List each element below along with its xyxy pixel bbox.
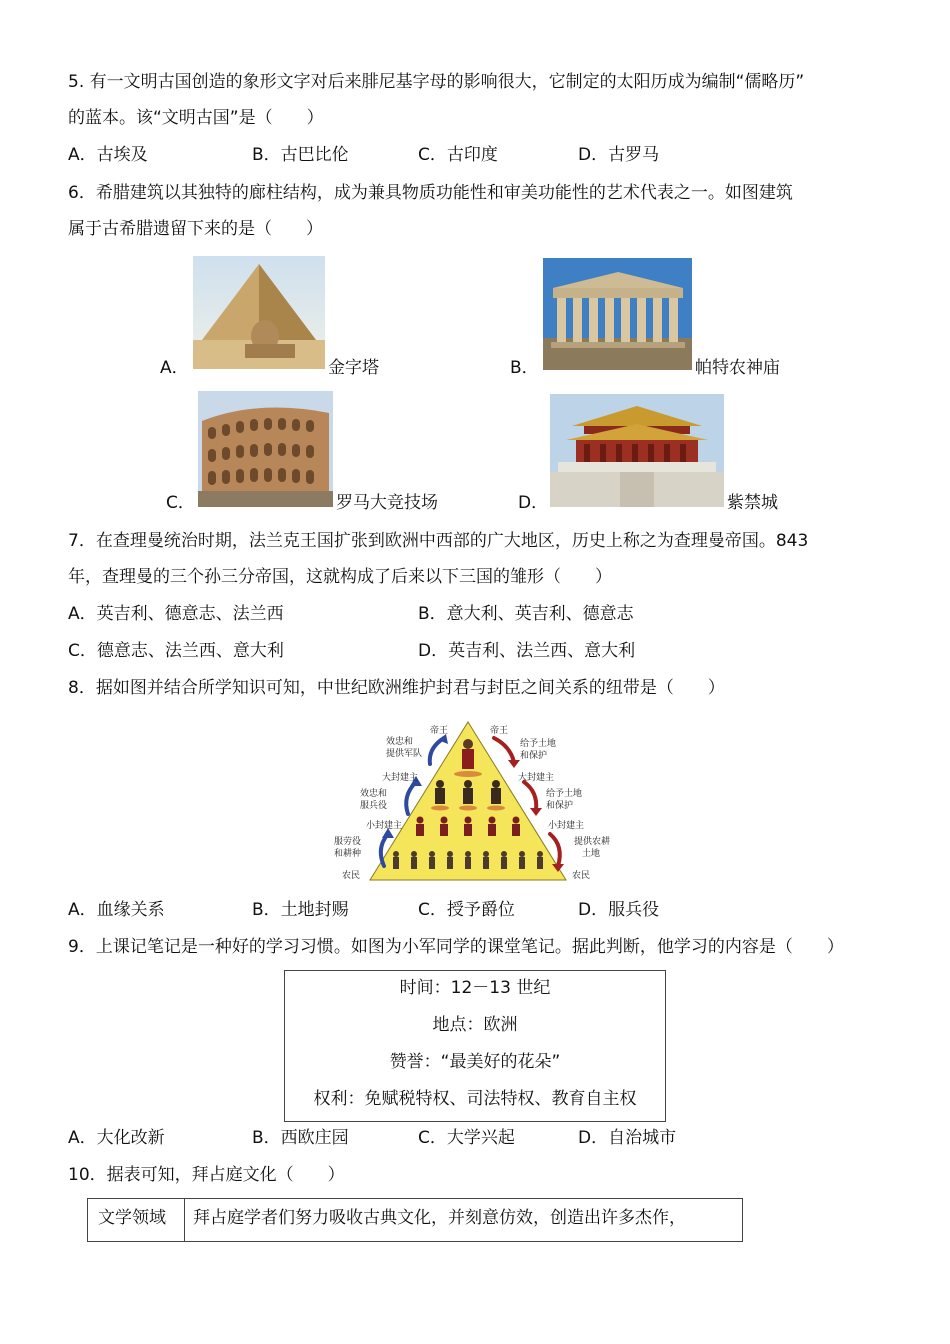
diagram-label-left-3: 效忠和 <box>360 789 388 799</box>
q6-stem-line1: 6．希腊建筑以其独特的廊柱结构，成为兼具物质功能性和审美功能性的艺术代表之一。如图建筑 <box>68 183 793 203</box>
diagram-label-right-1: 给予土地 <box>520 739 557 749</box>
diagram-label-right-5b: 土地 <box>582 849 601 859</box>
q7-stem-line2: 年，查理曼的三个孙三分帝国，这就构成了后来以下三国的雏形（ ） <box>68 567 612 587</box>
diagram-label-left-1: 效忠和 <box>386 737 414 747</box>
q5-stem-line2: 的蓝本。该“文明古国”是（ ） <box>68 108 324 128</box>
diagram-label-left-2: 大封建主 <box>382 773 419 783</box>
q6-option-b-caption: 帕特农神庙 <box>695 358 780 378</box>
pyramid-photo[interactable] <box>193 256 325 369</box>
diagram-label-right-5: 提供农耕 <box>574 837 611 847</box>
byzantine-culture-table <box>87 1198 743 1242</box>
diagram-label-left-3b: 服兵役 <box>360 801 388 811</box>
q7-option-a[interactable]: A．英吉利、德意志、法兰西 <box>68 604 284 624</box>
q7-option-c[interactable]: C．德意志、法兰西、意大利 <box>68 641 284 661</box>
q10-stem-line1: 10．据表可知，拜占庭文化（ ） <box>68 1165 345 1185</box>
q9-option-c[interactable]: C．大学兴起 <box>418 1128 515 1148</box>
q6-option-a-letter[interactable]: A． <box>160 358 189 378</box>
feudal-pyramid-diagram <box>330 716 622 886</box>
q8-option-a[interactable]: A．血缘关系 <box>68 900 165 920</box>
diagram-label-right-6: 农民 <box>572 871 591 881</box>
diagram-label-king-left: 帝王 <box>430 726 449 736</box>
q5-option-d[interactable]: D．古罗马 <box>578 145 660 165</box>
q9-option-d[interactable]: D．自治城市 <box>578 1128 677 1148</box>
q6-stem-line2: 属于古希腊遗留下来的是（ ） <box>68 219 323 239</box>
q6-option-b-letter[interactable]: B． <box>510 358 539 378</box>
diagram-label-right-2: 大封建主 <box>518 773 555 783</box>
note-praise: 赞誉：“最美好的花朵” <box>389 1052 561 1072</box>
diagram-label-left-6: 农民 <box>342 871 361 881</box>
diagram-label-left-4: 小封建主 <box>366 821 403 831</box>
q9-stem-line1: 9．上课记笔记是一种好的学习习惯。如图为小军同学的课堂笔记。据此判断，他学习的内容是（ ） <box>68 937 844 957</box>
q6-option-c-letter[interactable]: C． <box>166 493 195 513</box>
note-place: 地点：欧洲 <box>432 1015 518 1035</box>
diagram-label-left-5: 服劳役 <box>334 837 362 847</box>
diagram-label-right-1b: 和保护 <box>520 751 548 761</box>
diagram-label-right-3: 给予土地 <box>546 789 583 799</box>
diagram-label-king-right: 帝王 <box>490 726 509 736</box>
q7-stem-line1: 7．在查理曼统治时期，法兰克王国扩张到欧洲中西部的广大地区，历史上称之为查理曼帝国。843 <box>68 531 809 551</box>
table-cell-field: 文学领域 <box>88 1199 185 1241</box>
q6-option-a-caption: 金字塔 <box>328 358 379 378</box>
q6-option-d-letter[interactable]: D． <box>518 493 549 513</box>
q8-option-b[interactable]: B．土地封赐 <box>252 900 349 920</box>
q8-stem-line1: 8．据如图并结合所学知识可知，中世纪欧洲维护封君与封臣之间关系的纽带是（ ） <box>68 678 725 698</box>
parthenon-photo[interactable] <box>543 258 692 370</box>
q5-option-c[interactable]: C．古印度 <box>418 145 498 165</box>
table-cell-description: 拜占庭学者们努力吸收古典文化，并刻意仿效，创造出许多杰作， <box>193 1208 686 1228</box>
diagram-label-left-5b: 和耕种 <box>334 849 362 859</box>
q7-option-b[interactable]: B．意大利、英吉利、德意志 <box>418 604 634 624</box>
diagram-label-right-3b: 和保护 <box>546 801 574 811</box>
q6-option-c-caption: 罗马大竞技场 <box>336 493 438 513</box>
diagram-label-left-1b: 提供军队 <box>386 749 423 759</box>
note-rights: 权利：免赋税特权、司法特权、教育自主权 <box>313 1089 637 1109</box>
q5-stem-line1: 5. 有一文明古国创造的象形文字对后来腓尼基字母的影响很大，它制定的太阳历成为编制“儒略历” <box>68 72 805 92</box>
class-notes-box <box>284 970 666 1122</box>
q6-option-d-caption: 紫禁城 <box>727 493 778 513</box>
q9-option-b[interactable]: B．西欧庄园 <box>252 1128 349 1148</box>
q5-option-b[interactable]: B．古巴比伦 <box>252 145 349 165</box>
q8-option-d[interactable]: D．服兵役 <box>578 900 660 920</box>
q8-option-c[interactable]: C．授予爵位 <box>418 900 515 920</box>
forbidden-city-photo[interactable] <box>550 394 724 507</box>
colosseum-photo[interactable] <box>198 391 333 507</box>
q5-option-a[interactable]: A．古埃及 <box>68 145 148 165</box>
diagram-label-right-4: 小封建主 <box>548 821 585 831</box>
q7-option-d[interactable]: D．英吉利、法兰西、意大利 <box>418 641 636 661</box>
note-time: 时间：12－13 世纪 <box>399 978 551 998</box>
q9-option-a[interactable]: A．大化改新 <box>68 1128 165 1148</box>
